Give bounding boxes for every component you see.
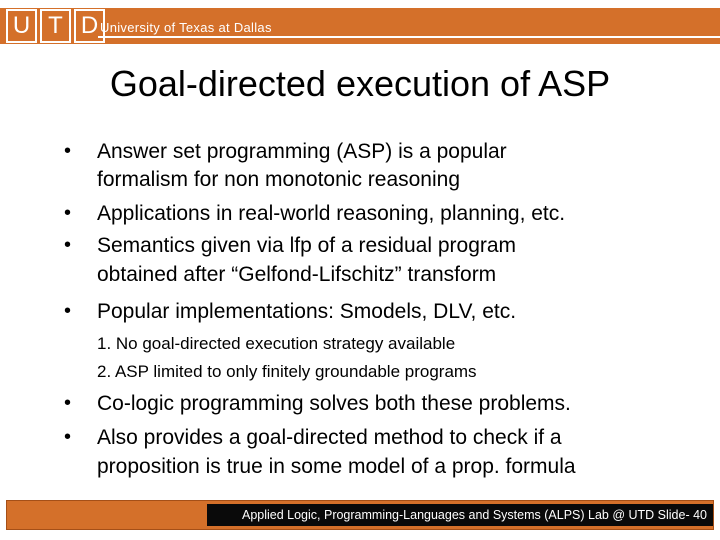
bullet-6-line-2: proposition is true in some model of a prop. formula (97, 455, 576, 478)
bullet-4-line-1: Popular implementations: Smodels, DLV, etc. (97, 300, 517, 323)
bullet-marker: • (64, 426, 72, 448)
footer-text: Applied Logic, Programming-Languages and Systems (ALPS) Lab @ UTD Slide- 40 (241, 508, 707, 522)
sub-item-2: 2. ASP limited to only finitely groundable programs (97, 362, 477, 381)
footer-label-box (207, 504, 713, 526)
bullet-marker: • (64, 202, 72, 224)
bullet-marker: • (64, 234, 72, 256)
bullet-5-line-1: Co-logic programming solves both these problems. (97, 392, 571, 415)
logo-letter-u: U (6, 9, 37, 43)
utd-logo (6, 6, 105, 42)
bullet-6-line-1: Also provides a goal-directed method to check if a (97, 426, 562, 449)
bullet-marker: • (64, 140, 72, 162)
slide-title: Goal-directed execution of ASP (109, 63, 611, 104)
bullet-3-line-1: Semantics given via lfp of a residual program (97, 234, 517, 257)
bullet-marker: • (64, 392, 72, 414)
sub-item-1: 1. No goal-directed execution strategy available (97, 334, 456, 353)
university-name: University of Texas at Dallas (100, 20, 272, 35)
bullet-3-line-2: obtained after “Gelfond-Lifschitz” transform (97, 263, 497, 286)
logo-letter-d: D (74, 9, 105, 43)
bullet-1-line-2: formalism for non monotonic reasoning (97, 168, 461, 191)
header-divider (98, 36, 720, 38)
bullet-marker: • (64, 300, 72, 322)
bullet-2-line-1: Applications in real-world reasoning, planning, etc. (97, 202, 566, 225)
footer-bar (6, 500, 714, 530)
bullet-1-line-1: Answer set programming (ASP) is a popular (97, 140, 507, 163)
logo-letter-t: T (40, 9, 71, 43)
